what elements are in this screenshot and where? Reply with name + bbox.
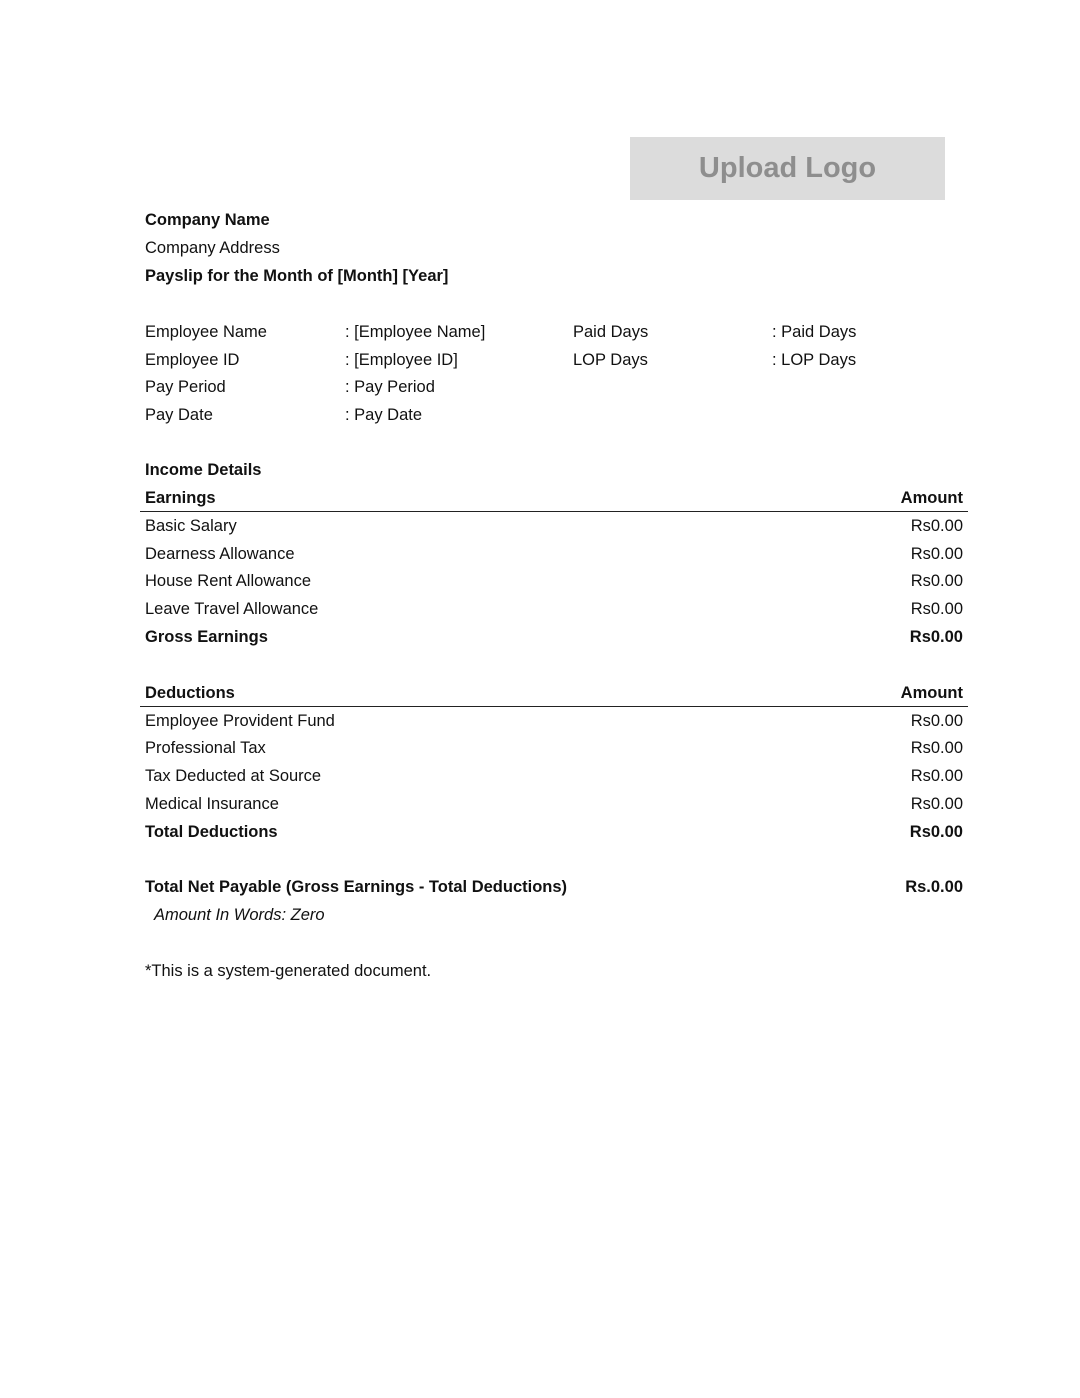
pay-date-label: Pay Date bbox=[145, 406, 213, 424]
pay-period-label: Pay Period bbox=[145, 378, 226, 396]
earnings-row-amount: Rs0.00 bbox=[910, 545, 963, 563]
earnings-row-amount: Rs0.00 bbox=[910, 600, 963, 618]
pay-period-value: : Pay Period bbox=[345, 378, 435, 396]
company-address: Company Address bbox=[145, 239, 280, 257]
employee-name-label: Employee Name bbox=[145, 323, 267, 341]
earnings-row-label: House Rent Allowance bbox=[145, 572, 312, 590]
payslip-title: Payslip for the Month of [Month] [Year] bbox=[145, 267, 449, 285]
employee-id-value: : [Employee ID] bbox=[345, 351, 458, 369]
earnings-row-label: Basic Salary bbox=[145, 517, 237, 535]
deductions-row-amount: Rs0.00 bbox=[910, 712, 963, 730]
deductions-row-amount: Rs0.00 bbox=[910, 739, 963, 757]
employee-id-label: Employee ID bbox=[145, 351, 240, 369]
earnings-row-label: Dearness Allowance bbox=[145, 545, 295, 563]
deductions-row-amount: Rs0.00 bbox=[910, 795, 963, 813]
upload-logo-button[interactable]: Upload Logo bbox=[630, 137, 945, 200]
earnings-amount-header: Amount bbox=[900, 489, 963, 507]
company-name: Company Name bbox=[145, 211, 270, 229]
net-payable-amount: Rs.0.00 bbox=[905, 878, 963, 896]
deductions-amount-header: Amount bbox=[900, 684, 963, 702]
lop-days-value: : LOP Days bbox=[772, 351, 857, 369]
gross-earnings-amount: Rs0.00 bbox=[909, 628, 963, 646]
pay-date-value: : Pay Date bbox=[345, 406, 423, 424]
paid-days-label: Paid Days bbox=[573, 323, 649, 341]
amount-in-words: Amount In Words: Zero bbox=[154, 906, 325, 924]
deductions-row-label: Employee Provident Fund bbox=[145, 712, 335, 730]
earnings-header: Earnings bbox=[145, 489, 216, 507]
net-payable-label: Total Net Payable (Gross Earnings - Total Deductions) bbox=[145, 878, 568, 896]
earnings-row-amount: Rs0.00 bbox=[910, 572, 963, 590]
deductions-row-amount: Rs0.00 bbox=[910, 767, 963, 785]
paid-days-value: : Paid Days bbox=[772, 323, 857, 341]
total-deductions-label: Total Deductions bbox=[145, 823, 278, 841]
lop-days-label: LOP Days bbox=[573, 351, 648, 369]
deductions-row-label: Medical Insurance bbox=[145, 795, 279, 813]
earnings-divider bbox=[140, 511, 968, 512]
footer-note: *This is a system-generated document. bbox=[145, 962, 432, 980]
gross-earnings-label: Gross Earnings bbox=[145, 628, 268, 646]
total-deductions-amount: Rs0.00 bbox=[909, 823, 963, 841]
income-details-title: Income Details bbox=[145, 461, 262, 479]
deductions-row-label: Professional Tax bbox=[145, 739, 266, 757]
employee-name-value: : [Employee Name] bbox=[345, 323, 486, 341]
deductions-header: Deductions bbox=[145, 684, 235, 702]
earnings-row-amount: Rs0.00 bbox=[910, 517, 963, 535]
earnings-row-label: Leave Travel Allowance bbox=[145, 600, 319, 618]
deductions-row-label: Tax Deducted at Source bbox=[145, 767, 322, 785]
